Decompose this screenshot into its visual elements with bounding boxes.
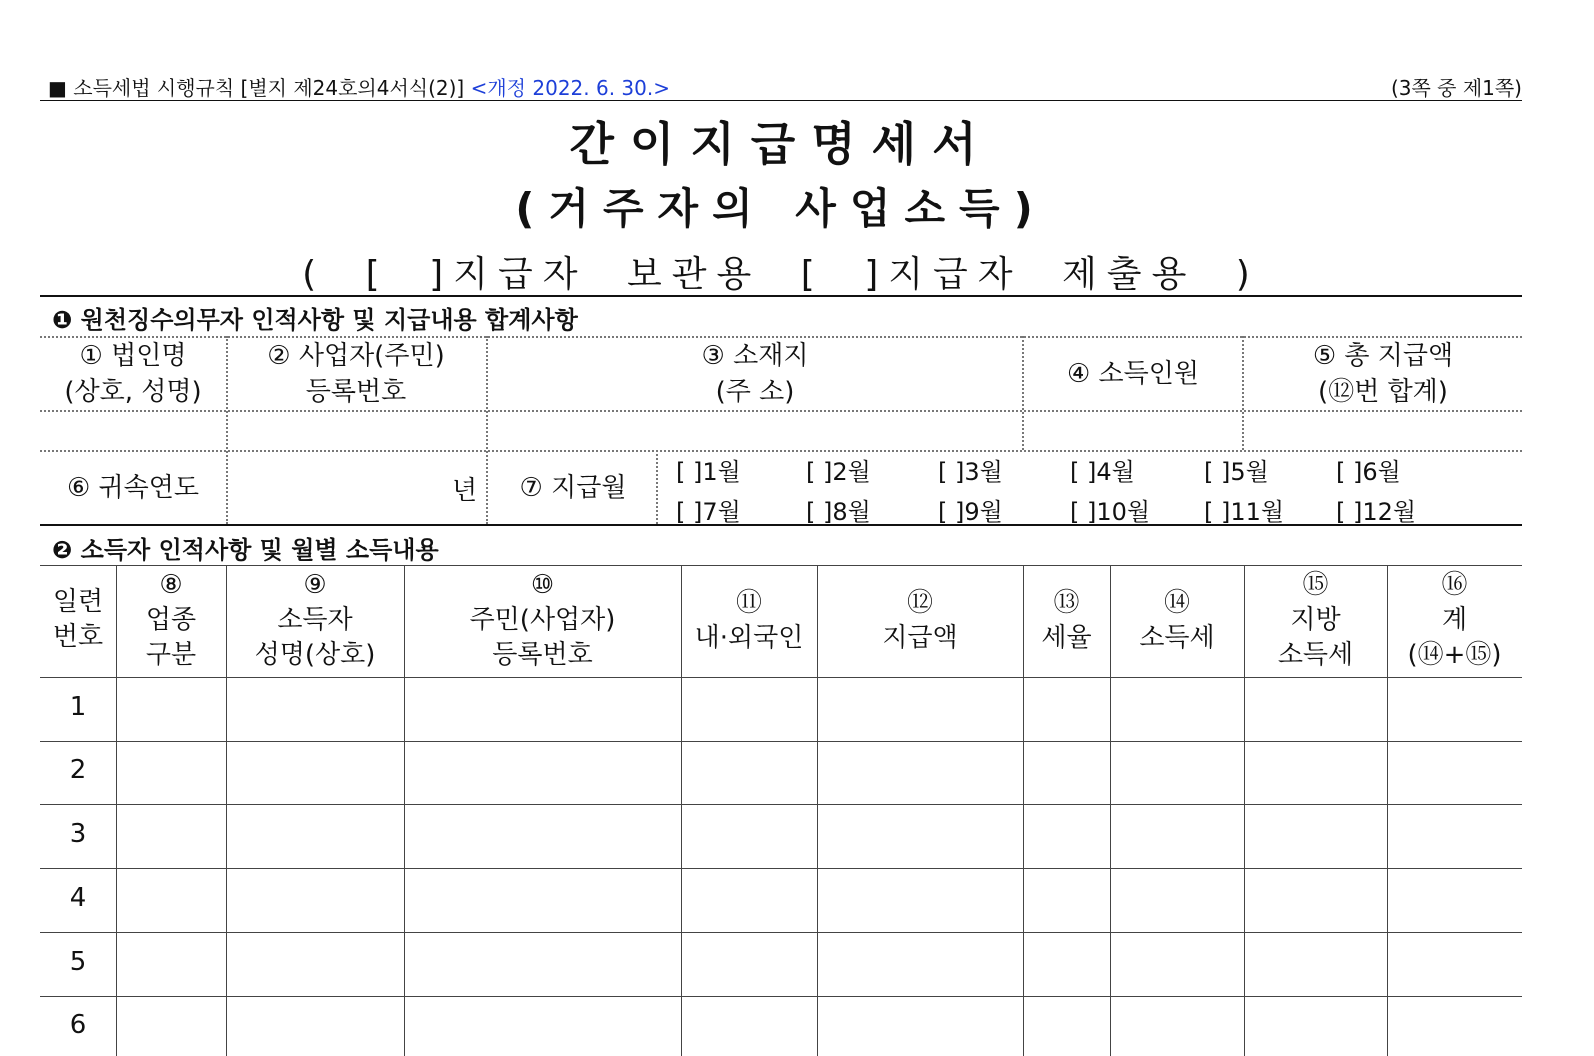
month-checkbox-7[interactable]: [ ]7월 [676, 498, 741, 526]
col-header-income-tax: ⑭ 소득세 [1139, 588, 1215, 653]
col-header-business-type: ⑧ 업종 구분 [145, 570, 197, 670]
month-checkbox-12[interactable]: [ ]12월 [1336, 498, 1417, 526]
revision-date: <개정 2022. 6. 30.> [470, 76, 670, 100]
table-row-number: 1 [69, 692, 87, 722]
table-row-rule [40, 804, 1522, 805]
table-row-number: 2 [69, 755, 87, 785]
business-reg-no-field[interactable] [228, 412, 484, 448]
table-col-rule [226, 565, 227, 1056]
label-attribution-year: ⑥ 귀속연도 [66, 473, 200, 503]
table-col-rule [681, 565, 682, 1056]
section2-heading: ❷ 소득자 인적사항 및 월별 소득내용 [52, 536, 439, 564]
col-header-total: ⑯ 계 (⑭+⑮) [1407, 570, 1502, 670]
table-row-number: 6 [69, 1010, 87, 1040]
section1-rule [40, 450, 1522, 452]
col-header-payment-amount: ⑫ 지급액 [882, 588, 958, 653]
column-divider [1242, 336, 1244, 450]
table-top-rule [40, 565, 1522, 566]
col-header-reg-number: ⑩ 주민(사업자) 등록번호 [469, 570, 616, 670]
column-divider [656, 450, 658, 524]
header-rule [40, 100, 1522, 101]
label-address: ③ 소재지 (주 소) [701, 341, 809, 407]
table-row-rule [40, 677, 1522, 678]
table-row-rule [40, 741, 1522, 742]
section1-heading: ❶ 원천징수의무자 인적사항 및 지급내용 합계사항 [52, 306, 578, 334]
copy-type-selector[interactable]: ( [ ]지급자 보관용 [ ]지급자 제출용 ) [302, 254, 1260, 295]
table-row-rule [40, 932, 1522, 933]
form-reference [48, 72, 670, 101]
table-row-rule [40, 868, 1522, 869]
label-income-count: ④ 소득인원 [1066, 359, 1200, 389]
col-header-nationality: ⑪ 내·외국인 [694, 588, 804, 653]
table-col-rule [817, 565, 818, 1056]
month-checkbox-1[interactable]: [ ]1월 [676, 458, 741, 486]
section2-top-rule [40, 524, 1522, 526]
table-row-number: 3 [69, 819, 87, 849]
form-title: 간이지급명세서 [569, 117, 993, 171]
column-divider [1022, 336, 1024, 450]
col-header-serial: 일련 번호 [52, 587, 104, 652]
attribution-year-field[interactable] [228, 458, 482, 518]
month-checkbox-3[interactable]: [ ]3월 [938, 458, 1003, 486]
table-col-rule [404, 565, 405, 1056]
month-checkbox-10[interactable]: [ ]10월 [1070, 498, 1151, 526]
label-business-reg-no: ② 사업자(주민) 등록번호 [267, 341, 445, 407]
col-header-local-tax: ⑮ 지방 소득세 [1277, 570, 1354, 670]
table-col-rule [116, 565, 117, 1056]
year-unit: 년 [452, 476, 478, 506]
form-subtitle: (거주자의 사업소득) [515, 184, 1047, 233]
table-row-number: 5 [69, 947, 87, 977]
form-ref-text: ■ 소득세법 시행규칙 [별지 제24호의4서식(2)] [48, 76, 465, 100]
table-row-rule [40, 996, 1522, 997]
label-company-name: ① 법인명 (상호, 성명) [64, 341, 202, 407]
label-total-payment: ⑤ 총 지급액 (⑫번 합계) [1312, 341, 1454, 407]
income-count-field[interactable] [1024, 412, 1242, 448]
month-checkbox-6[interactable]: [ ]6월 [1336, 458, 1401, 486]
month-checkbox-8[interactable]: [ ]8월 [806, 498, 871, 526]
page-info: (3쪽 중 제1쪽) [1390, 76, 1522, 100]
month-checkbox-9[interactable]: [ ]9월 [938, 498, 1003, 526]
table-col-rule [1023, 565, 1024, 1056]
table-col-rule [1244, 565, 1245, 1056]
month-checkbox-2[interactable]: [ ]2월 [806, 458, 871, 486]
month-checkbox-11[interactable]: [ ]11월 [1204, 498, 1285, 526]
month-checkbox-5[interactable]: [ ]5월 [1204, 458, 1269, 486]
table-col-rule [1110, 565, 1111, 1056]
company-name-field[interactable] [40, 412, 226, 448]
table-row-number: 4 [69, 883, 87, 913]
col-header-recipient-name: ⑨ 소득자 성명(상호) [254, 570, 376, 670]
table-col-rule [1387, 565, 1388, 1056]
month-checkbox-4[interactable]: [ ]4월 [1070, 458, 1135, 486]
section1-top-rule [40, 295, 1522, 297]
column-divider [486, 336, 488, 524]
col-header-tax-rate: ⑬ 세율 [1041, 588, 1092, 653]
address-field[interactable] [488, 412, 1022, 448]
total-payment-field[interactable] [1244, 412, 1522, 448]
label-payment-month: ⑦ 지급월 [519, 473, 627, 503]
